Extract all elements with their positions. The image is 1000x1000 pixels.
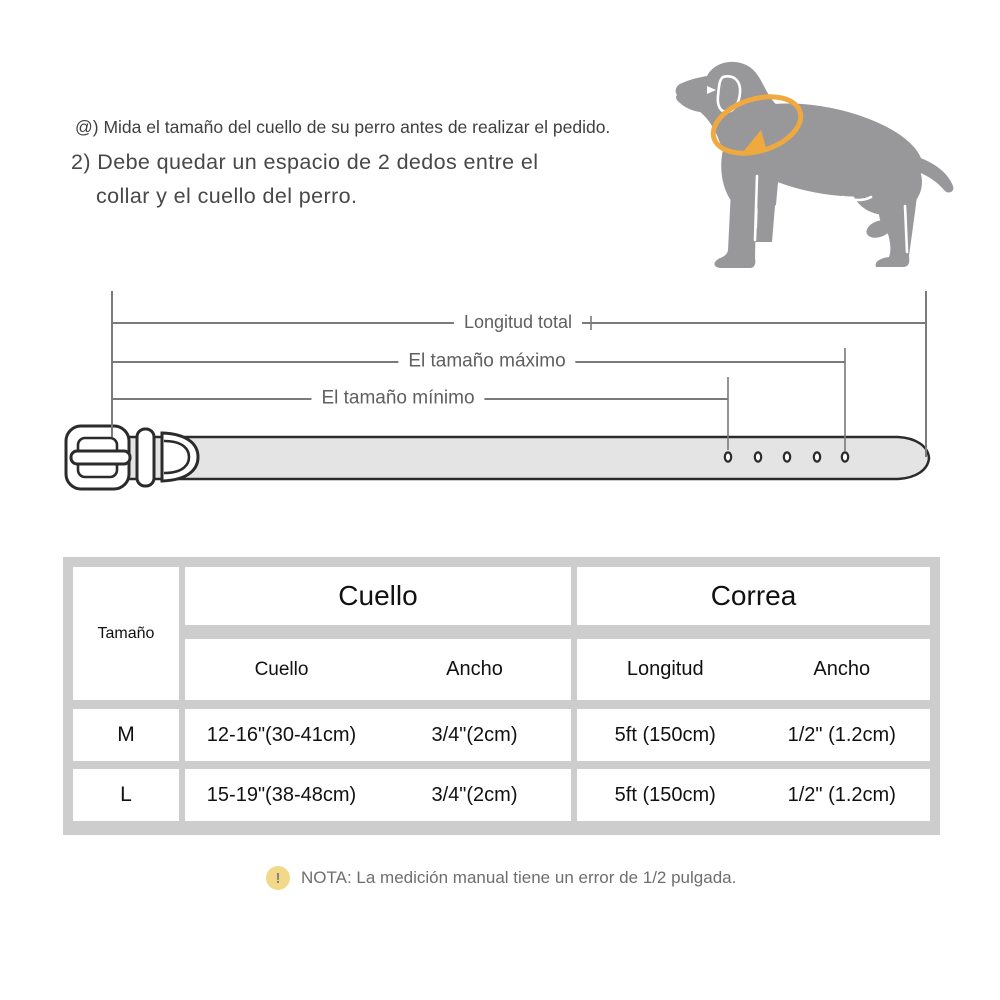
label-min-size: El tamaño mínimo xyxy=(311,388,484,410)
dog-ear xyxy=(718,76,740,112)
row-m-cuello xyxy=(185,709,571,761)
collar-buckle-frame xyxy=(66,426,129,489)
subheader-correa-longitud: Longitud xyxy=(626,658,704,680)
alert-icon: ! xyxy=(266,866,290,890)
collar-holes xyxy=(725,452,848,461)
size-table xyxy=(63,557,940,835)
label-total-length: Longitud total xyxy=(454,312,582,333)
subheader-cuello-cuello: Cuello xyxy=(254,658,309,680)
row-m-leash-length: 5ft (150cm) xyxy=(614,723,716,746)
neck-measure-ring-icon xyxy=(706,87,807,163)
instruction-line-1: @) Mida el tamaño del cuello de su perro antes de realizar el pedido. xyxy=(75,117,611,137)
subheader-cuello-ancho: Ancho xyxy=(446,658,503,680)
row-m-correa xyxy=(577,709,930,761)
row-l-cuello xyxy=(185,769,571,821)
collar-drawing xyxy=(66,426,929,489)
row-l-width: 3/4"(2cm) xyxy=(431,783,518,806)
subheader-cuello xyxy=(185,639,571,700)
row-m-leash-width: 1/2" (1.2cm) xyxy=(787,723,896,746)
row-m-width: 3/4"(2cm) xyxy=(431,723,518,746)
row-m-size: M xyxy=(73,709,179,761)
note-text: NOTA: La medición manual tiene un error de 1/2 pulgada. xyxy=(301,868,737,887)
subheader-correa-ancho: Ancho xyxy=(813,658,871,680)
dog-illustration xyxy=(676,62,954,268)
instruction-line-3: collar y el cuello del perro. xyxy=(96,184,358,208)
subheader-correa xyxy=(577,639,930,700)
note xyxy=(266,866,736,890)
collar-d-ring xyxy=(162,433,198,481)
row-l-leash-length: 5ft (150cm) xyxy=(614,783,716,806)
instruction-line-2: 2) Debe quedar un espacio de 2 dedos entre el xyxy=(71,150,539,174)
collar-strap xyxy=(100,437,929,479)
row-l-size: L xyxy=(73,769,179,821)
collar-keeper xyxy=(137,429,154,486)
row-l-correa xyxy=(577,769,930,821)
group-header-correa: Correa xyxy=(577,567,930,625)
size-column-header: Tamaño xyxy=(73,567,179,700)
label-max-size: El tamaño máximo xyxy=(398,351,575,373)
row-m-neck: 12-16"(30-41cm) xyxy=(206,723,357,746)
row-l-neck: 15-19"(38-48cm) xyxy=(206,783,357,806)
group-header-cuello: Cuello xyxy=(185,567,571,625)
collar-buckle-prong xyxy=(71,451,130,464)
row-l-leash-width: 1/2" (1.2cm) xyxy=(787,783,896,806)
dog-eye xyxy=(707,86,716,94)
